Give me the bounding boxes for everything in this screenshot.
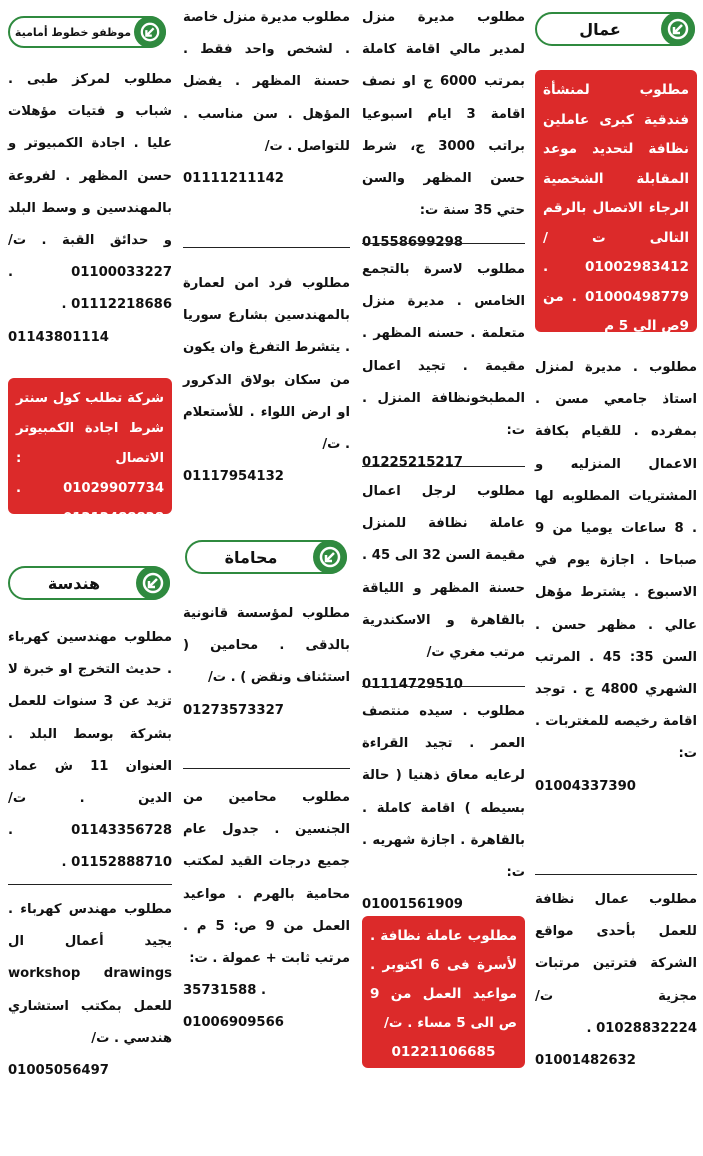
- divider: [362, 686, 525, 687]
- ad-lawyers-haram: [183, 782, 350, 1040]
- ad-electrical-engineer-workshop: [8, 894, 172, 1087]
- ad-text: مطلوب عاملة نظافة . لأسرة فى 6 اكتوبر . مواعيد العمل من 9 ص الى 5 مساء . ت/: [370, 928, 518, 1031]
- section-title: عمال: [579, 19, 621, 39]
- arrow-circle-icon: [134, 16, 166, 48]
- ad-text: مطلوب محامين من الجنسين . جدول عام جميع درجات القيد لمكتب محامية بالهرم . مواعيد العمل من 9 ص: 5 م . مرتب ثابت + عمولة . ت:: [183, 790, 351, 967]
- ad-phone: 01114729510: [362, 677, 463, 693]
- ad-phone: 01117954132: [183, 469, 284, 485]
- ad-text: مطلوب فرد امن لعمارة بالمهندسين بشارع سوريا . يتشرط التفرغ وان يكون من سكان بولاق الدكرور او ارض اللواء . للأستعلام . ت/: [183, 276, 350, 453]
- ad-caregiver: [362, 696, 525, 921]
- section-header-engineering: [8, 566, 170, 600]
- ad-red-hotel: مطلوب لمنشأة فندقية كبرى عاملين نظافة لتحديد موعد المقابلة الشخصية الرجاء الاتصال بالرقم التالى ت / 01002983412 . 01000498779 . من 9ص الى 5 م: [535, 70, 697, 332]
- ad-phone: 01005056497: [8, 1063, 109, 1079]
- ad-phone: 01001561909: [362, 897, 463, 913]
- ad-phone: 01004337390: [535, 778, 636, 794]
- ad-cleaning-workers: [535, 884, 697, 1077]
- ad-text: مطلوب لاسرة بالتجمع الخامس . مديرة منزل متعلمة . حسنه المظهر . مقيمة . تجيد اعمال المطبخونظافة المنزل . ت:: [362, 262, 525, 439]
- divider: [362, 466, 525, 467]
- ad-phone: 01221106685: [391, 1044, 496, 1060]
- ad-text: مطلوب . سيده منتصف العمر . تجيد القراءة لرعايه معاق ذهنيا ( حالة بسيطه ) اقامة كاملة . بالقاهرة . اجازة شهريه . ت:: [362, 704, 525, 881]
- ad-law-firm-dokki: [183, 598, 350, 727]
- ad-phone: 35731588 . 01006909566: [183, 983, 284, 1031]
- arrow-circle-icon: [313, 540, 347, 574]
- ad-text: مطلوب لرجل اعمال عاملة نظافة للمنزل مقيمة السن 32 الى 45 . حسنة المظهر و اللياقة بالقاهرة و الاسكندرية مرتب مغري ت/: [362, 484, 526, 661]
- ad-medical-center: [8, 64, 172, 354]
- ad-private-house-manager: [183, 2, 350, 195]
- ad-house-manager-finance: [362, 2, 525, 260]
- ad-house-manager: [535, 352, 697, 803]
- ad-red-call-center: شركة تطلب كول سنتر شرط اجادة الكمبيوتر الاتصال : 01029907734 . 01212488828 -: [8, 378, 172, 514]
- section-header-workers: [535, 12, 695, 46]
- ad-text: مطلوب لمركز طبى . شباب و فتيات مؤهلات عليا . اجادة الكمبيوتر و حسن المظهر . لفروعة بالمهندسين و وسط البلد و حدائق القبة . ت/ 01100033227 . 01112218686 .: [8, 72, 172, 313]
- ad-phone: 01273573327: [183, 702, 284, 718]
- ad-electrical-engineers: [8, 622, 172, 880]
- ad-text: مطلوب مهندس كهرباء . يجيد أعمال ال workshop drawings للعمل بمكتب استشاري هندسي . ت/: [8, 902, 172, 1046]
- ad-phone: 01001482632: [535, 1053, 636, 1069]
- ad-red-cleaner-october: [362, 916, 525, 1068]
- ad-phone: 01143801114: [8, 329, 109, 345]
- ad-text: مطلوب لمؤسسة قانونية بالدقى . محامين ( استئناف ونقض ) . ت/: [183, 606, 350, 686]
- ad-text: مطلوب . مديرة لمنزل استاذ جامعي مسن . بمفرده . للقيام بكافة الاعمال المنزليه و المشتريات المطلوبه لها . 8 ساعات يوميا من 9 صباحا . اجازة يوم في الاسبوع . يشترط مؤهل عالي . مظهر حسن . السن 35: 45 . المرتب الشهري 4800 ج . توجد اقامة رخيصه للمغتربات . ت:: [535, 360, 698, 762]
- divider: [8, 884, 172, 885]
- section-title: موظفو خطوط أمامية: [14, 25, 132, 39]
- ad-security-guard: [183, 268, 350, 493]
- section-title: محاماة: [224, 547, 278, 567]
- ad-phone: 01558699298: [362, 235, 463, 251]
- section-header-front-line: [8, 16, 166, 48]
- divider: [183, 768, 350, 769]
- ad-text: مطلوب عمال نظافة للعمل بأحدى مواقع الشركة فترتين مرتبات مجزية ت/ 01028832224 .: [535, 892, 697, 1036]
- section-header-lawyer: [185, 540, 347, 574]
- divider: [535, 874, 697, 875]
- arrow-circle-icon: [136, 566, 170, 600]
- ad-businessman-cleaner: [362, 476, 525, 701]
- divider: [183, 247, 350, 248]
- ad-phone: 01225215217: [362, 455, 463, 471]
- divider: [362, 243, 525, 244]
- ad-phone: 01111211142: [183, 171, 284, 187]
- ad-text: مطلوب مديرة منزل لمدير مالي اقامة كاملة بمرتب 6000 ج او نصف اقامة 3 ايام اسبوعيا براتب 3000 ج، شرط حسن المظهر والسن حتي 35 سنة ت:: [362, 10, 525, 219]
- ad-text: مطلوب مديرة منزل خاصة . لشخص واحد فقط . حسنة المظهر . يفضل المؤهل . سن مناسب . للتواصل . ت/: [183, 10, 350, 154]
- section-title: هندسة: [47, 573, 101, 593]
- ad-family-tagamoa: [362, 254, 525, 479]
- arrow-circle-icon: [661, 12, 695, 46]
- ad-text: مطلوب مهندسين كهرباء . حديث التخرج او خبرة لا تزيد عن 3 سنوات للعمل بشركة بوسط البلد . العنوان 11 ش عماد الدين . ت/ 01143356728 . 01152888710 .: [8, 630, 173, 871]
